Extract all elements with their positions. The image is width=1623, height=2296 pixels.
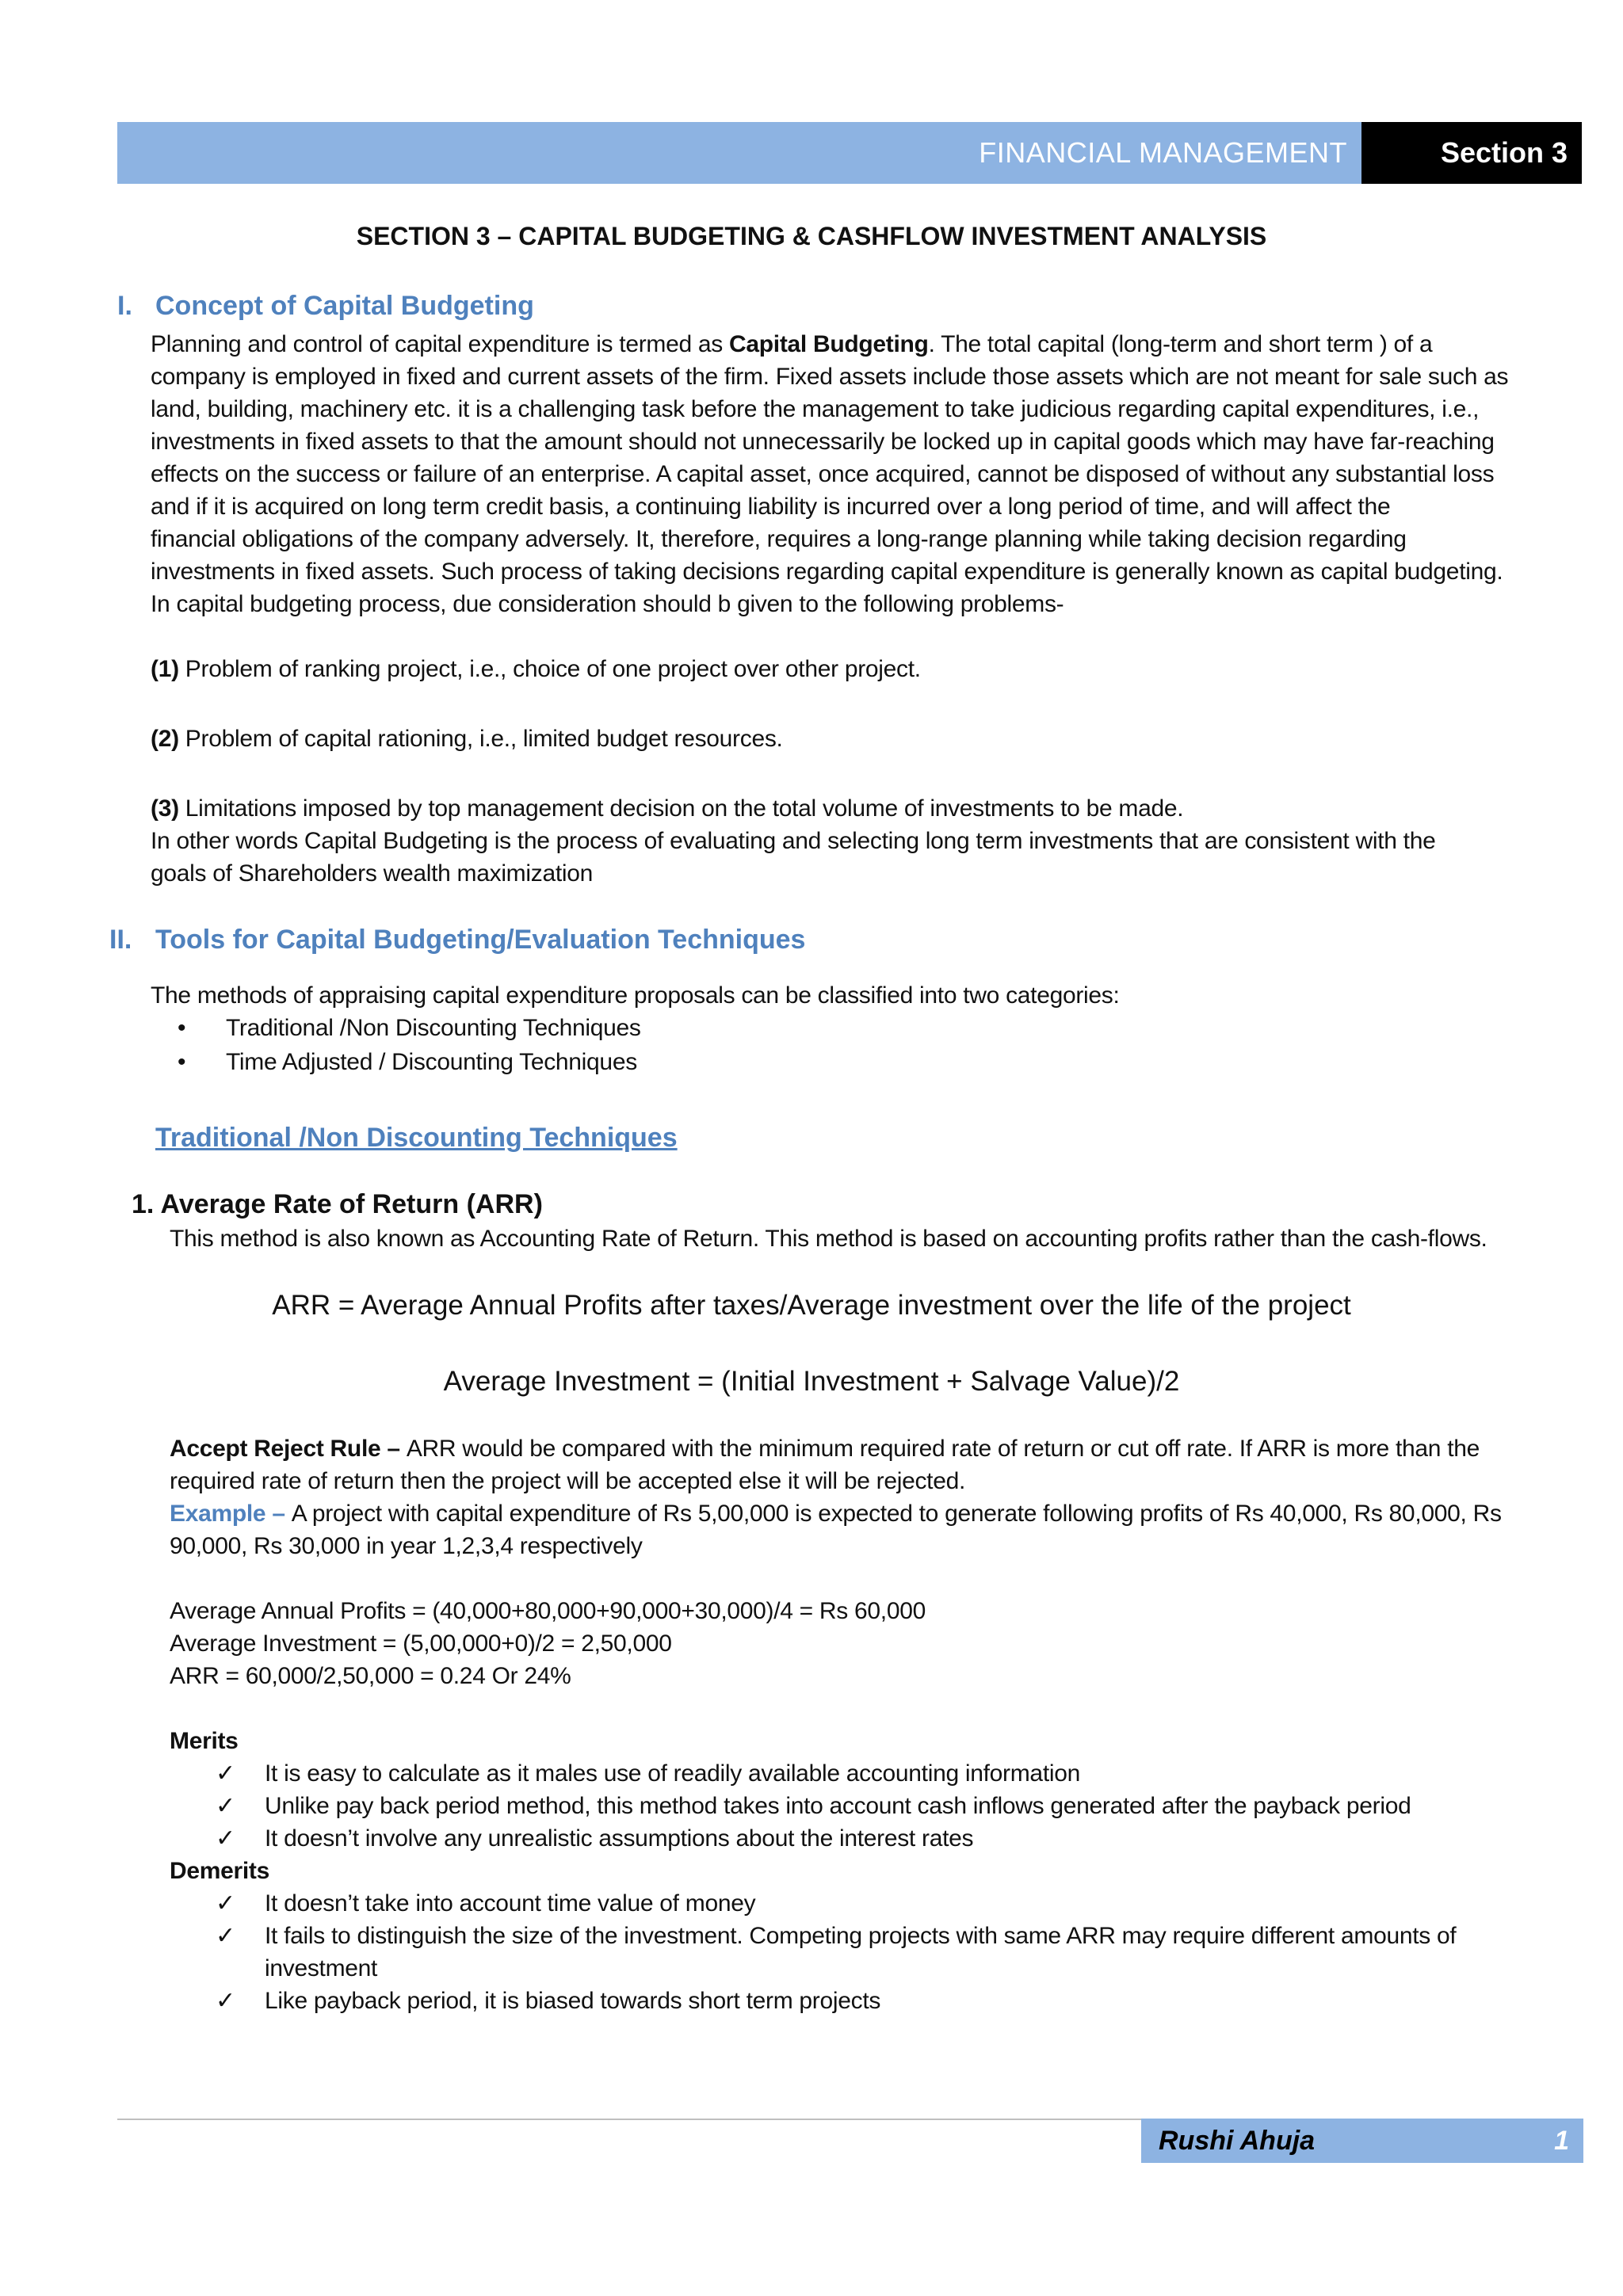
check-icon: ✓ xyxy=(216,1923,236,1949)
footer-author: Rushi Ahuja xyxy=(1159,2126,1316,2156)
paragraph-line: investments in fixed assets to that the amount should not unnecessarily be locked up in capital goods which may have far-reaching xyxy=(151,429,1495,455)
section-heading: Tools for Capital Budgeting/Evaluation Techniques xyxy=(155,925,806,955)
problem-text: Problem of ranking project, i.e., choice of one project over other project. xyxy=(178,656,921,682)
demerit-item: Like payback period, it is biased towards short term projects xyxy=(265,1988,881,2014)
bullet-icon: • xyxy=(178,1015,186,1041)
problem-text: Limitations imposed by top management decision on the total volume of investments to be made. xyxy=(178,795,1184,822)
paragraph-line: land, building, machinery etc. it is a challenging task before the management to take judicious regarding capital expenditures, i.e., xyxy=(151,396,1480,422)
paragraph-line: and if it is acquired on long term credit basis, a continuing liability is incurred over a long period of time, and will affect the xyxy=(151,494,1391,520)
merit-item: It doesn’t involve any unrealistic assumptions about the interest rates xyxy=(265,1825,974,1852)
demerit-item: It doesn’t take into account time value of money xyxy=(265,1890,756,1917)
paragraph-line: goals of Shareholders wealth maximization xyxy=(151,860,593,887)
list-item: Time Adjusted / Discounting Techniques xyxy=(226,1049,637,1075)
bold-term: Capital Budgeting xyxy=(729,331,929,357)
problem-number: (2) xyxy=(151,726,179,752)
paragraph-line: The methods of appraising capital expenditure proposals can be classified into two categories: xyxy=(151,982,1120,1009)
section-number: I. xyxy=(117,291,132,321)
demerits-label: Demerits xyxy=(170,1858,269,1884)
paragraph-line: In capital budgeting process, due consideration should b given to the following problems- xyxy=(151,591,1064,617)
paragraph-line: financial obligations of the company adversely. It, therefore, requires a long-range planning while taking decision regarding xyxy=(151,526,1407,552)
page-number: 1 xyxy=(1554,2126,1569,2156)
rule-line: required rate of return then the project will be accepted else it will be rejected. xyxy=(170,1468,965,1494)
text-span: . The total capital (long-term and short term ) of a xyxy=(928,331,1433,357)
example-label: Example – xyxy=(170,1501,292,1527)
check-icon: ✓ xyxy=(216,1890,236,1917)
method-heading: 1. Average Rate of Return (ARR) xyxy=(132,1189,543,1219)
list-item: Traditional /Non Discounting Techniques xyxy=(226,1015,641,1041)
example-line: 90,000, Rs 30,000 in year 1,2,3,4 respectively xyxy=(170,1533,643,1559)
check-icon: ✓ xyxy=(216,1825,236,1852)
rule-text: ARR would be compared with the minimum required rate of return or cut off rate. If ARR is more than the xyxy=(406,1436,1480,1462)
check-icon: ✓ xyxy=(216,1988,236,2014)
problem-item xyxy=(151,654,921,685)
merit-item: It is easy to calculate as it males use of readily available accounting information xyxy=(265,1760,1080,1787)
paragraph-line: investments in fixed assets. Such process of taking decisions regarding capital expenditure is generally known as capital budgeting. xyxy=(151,559,1503,585)
text-span: Planning and control of capital expenditure is termed as xyxy=(151,331,730,357)
problem-number: (3) xyxy=(151,795,179,822)
subsection-heading: Traditional /Non Discounting Techniques xyxy=(155,1123,678,1153)
section-heading: Concept of Capital Budgeting xyxy=(155,291,534,321)
formula-average-investment: Average Investment = (Initial Investment + Salvage Value)/2 xyxy=(443,1366,1180,1397)
calc-line: Average Investment = (5,00,000+0)/2 = 2,50,000 xyxy=(170,1630,672,1657)
rule-line xyxy=(170,1434,1480,1464)
rule-label: Accept Reject Rule – xyxy=(170,1436,407,1462)
problem-item xyxy=(151,794,1183,824)
header-title: FINANCIAL MANAGEMENT xyxy=(979,136,1347,169)
header-section-label xyxy=(1361,122,1582,184)
section-number: II. xyxy=(109,925,132,955)
check-icon: ✓ xyxy=(216,1793,236,1819)
merit-item: Unlike pay back period method, this method takes into account cash inflows generated after the payback period xyxy=(265,1793,1411,1819)
demerit-item: It fails to distinguish the size of the investment. Competing projects with same ARR may require different amounts of xyxy=(265,1923,1457,1949)
example-line xyxy=(170,1499,1502,1529)
formula-arr: ARR = Average Annual Profits after taxes/Average investment over the life of the project xyxy=(272,1290,1351,1321)
paragraph-line: company is employed in fixed and current assets of the firm. Fixed assets include those assets which are not meant for sale such as xyxy=(151,364,1509,390)
check-icon: ✓ xyxy=(216,1760,236,1787)
paragraph-line: effects on the success or failure of an enterprise. A capital asset, once acquired, cannot be disposed of without any substantial loss xyxy=(151,461,1495,487)
example-text: A project with capital expenditure of Rs 5,00,000 is expected to generate following profits of Rs 40,000, Rs 80,000, Rs xyxy=(291,1501,1502,1527)
calc-line: ARR = 60,000/2,50,000 = 0.24 Or 24% xyxy=(170,1663,571,1689)
problem-text: Problem of capital rationing, i.e., limited budget resources. xyxy=(178,726,783,752)
bullet-icon: • xyxy=(178,1049,186,1075)
document-title: SECTION 3 – CAPITAL BUDGETING & CASHFLOW INVESTMENT ANALYSIS xyxy=(356,222,1267,250)
problem-number: (1) xyxy=(151,656,179,682)
calc-line: Average Annual Profits = (40,000+80,000+90,000+30,000)/4 = Rs 60,000 xyxy=(170,1598,926,1624)
header-section-text: Section 3 xyxy=(1440,136,1568,169)
problem-item xyxy=(151,724,783,754)
paragraph-line xyxy=(151,330,1432,360)
paragraph-line: This method is also known as Accounting Rate of Return. This method is based on accounting profits rather than the cash-flows. xyxy=(170,1226,1487,1252)
paragraph-line: In other words Capital Budgeting is the process of evaluating and selecting long term investments that are consistent with the xyxy=(151,828,1436,854)
demerit-item-continued: investment xyxy=(265,1955,378,1981)
merits-label: Merits xyxy=(170,1728,239,1754)
